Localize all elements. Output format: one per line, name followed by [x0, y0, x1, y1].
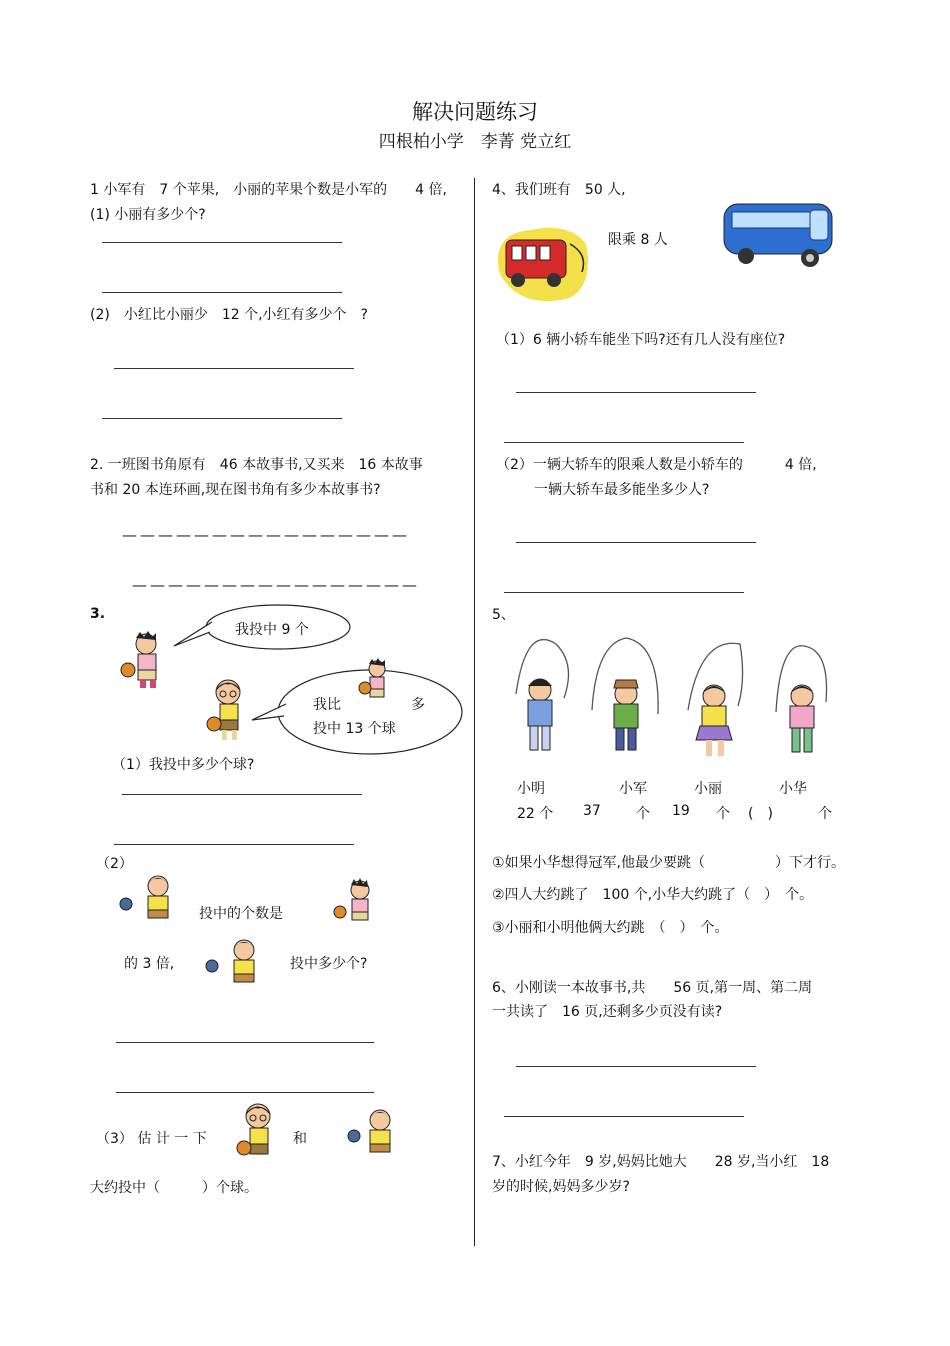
q7-text-1: 7、小红今年 9 岁,妈妈比她大 28 岁,当小红 18: [492, 1154, 830, 1170]
basketball-girl-icon: [234, 1100, 280, 1164]
answer-line: [102, 292, 342, 293]
answer-line: [516, 392, 756, 393]
basketball-boy-icon: [118, 630, 178, 690]
q4-sub2-b: 一辆大轿车最多能坐多少人?: [534, 482, 710, 498]
q6-text-2: 一共读了 16 页,还剩多少页没有读?: [492, 1004, 723, 1020]
answer-line: [504, 1116, 744, 1117]
q2-text-2: 书和 20 本连环画,现在图书角有多少本故事书?: [90, 482, 381, 498]
q1-text: 1 小军有 7 个苹果, 小丽的苹果个数是小军的 4 倍,: [90, 182, 447, 198]
jump-rope-boy-icon: [506, 634, 578, 764]
answer-line: [516, 1066, 756, 1067]
bubble2-text-a: 我比: [313, 697, 341, 713]
q4-text: 4、我们班有 50 人,: [492, 182, 626, 198]
q2-text-1: 2. 一班图书角原有 46 本故事书,又买来 16 本故事: [90, 457, 423, 473]
count-unit: 个: [716, 806, 730, 822]
basketball-boy-icon: [357, 658, 399, 706]
answer-line: [114, 368, 354, 369]
q3-sub1: （1）我投中多少个球?: [112, 757, 255, 773]
page-title: 解决问题练习: [412, 100, 538, 124]
q7-text-2: 岁的时候,妈妈多少岁?: [492, 1179, 630, 1195]
q3-sub3-a: （3） 估 计 一 下: [96, 1131, 207, 1147]
q3-sub2-label: （2）: [96, 856, 133, 872]
q5-label: 5、: [492, 607, 515, 623]
answer-line: [122, 794, 362, 795]
bubble2-text-b: 多: [411, 697, 425, 713]
count-xiaojun: 37: [583, 803, 601, 819]
answer-line: [516, 542, 756, 543]
name-xiaoli: 小丽: [694, 781, 722, 797]
q3-sub3-c: 大约投中（ ）个球。: [90, 1180, 258, 1196]
q3-sub2-a: 投中的个数是: [199, 906, 283, 922]
name-xiaojun: 小军: [619, 781, 647, 797]
count-xiaohua: ( ): [748, 806, 773, 822]
name-xiaohua: 小华: [779, 781, 807, 797]
count-unit: 个: [636, 806, 650, 822]
count-unit: 个: [818, 806, 832, 822]
player-girl-icon: [346, 1108, 408, 1162]
small-car-icon: [490, 214, 596, 304]
answer-line: [114, 844, 354, 845]
bubble2-text-c: 投中 13 个球: [313, 721, 396, 737]
q3-label: 3.: [90, 606, 106, 622]
q6-text-1: 6、小刚读一本故事书,共 56 页,第一周、第二周: [492, 980, 813, 996]
jump-rope-boy-icon: [586, 634, 666, 764]
bus-icon: [720, 196, 838, 272]
bubble1-text: 我投中 9 个: [235, 622, 309, 638]
column-divider: [474, 178, 475, 1246]
count-xiaoli: 19: [672, 803, 690, 819]
jump-rope-girl-icon: [770, 642, 836, 764]
q5-s2: ②四人大约跳了 100 个,小华大约跳了（ ） 个。: [492, 887, 814, 903]
count-xiaoming: 22 个: [517, 806, 554, 822]
q1-sub1: (1) 小丽有多少个?: [90, 207, 206, 223]
q5-s3: ③小丽和小明他俩大约跳 （ ） 个。: [492, 920, 729, 936]
q4-limit: 限乘 8 人: [608, 232, 668, 248]
dashed-answer-line: ————————————————: [122, 526, 410, 544]
q3-sub2-b: 的 3 倍,: [124, 956, 175, 972]
q3-sub2-c: 投中多少个?: [290, 956, 368, 972]
answer-line: [102, 242, 342, 243]
q1-sub2: (2) 小红比小丽少 12 个,小红有多少个 ?: [90, 307, 368, 323]
q5-s1: ①如果小华想得冠军,他最少要跳（ ）下才行。: [492, 855, 845, 871]
jump-rope-girl-icon: [680, 640, 754, 764]
q4-sub1: （1）6 辆小轿车能坐下吗?还有几人没有座位?: [496, 332, 786, 348]
page-subtitle: 四根柏小学 李菁 党立红: [378, 132, 572, 152]
player-girl-icon: [118, 874, 190, 926]
basketball-girl-icon: [204, 676, 254, 744]
answer-line: [102, 418, 342, 419]
answer-line: [504, 442, 744, 443]
answer-line: [504, 592, 744, 593]
player-girl-icon: [202, 938, 278, 990]
dashed-answer-line: ————————————————: [132, 576, 420, 594]
answer-line: [116, 1092, 374, 1093]
q3-sub3-b: 和: [293, 1131, 307, 1147]
name-xiaoming: 小明: [517, 781, 545, 797]
answer-line: [116, 1042, 374, 1043]
q4-sub2-a: （2）一辆大轿车的限乘人数是小轿车的 4 倍,: [496, 457, 817, 473]
basketball-boy-icon: [330, 878, 390, 930]
